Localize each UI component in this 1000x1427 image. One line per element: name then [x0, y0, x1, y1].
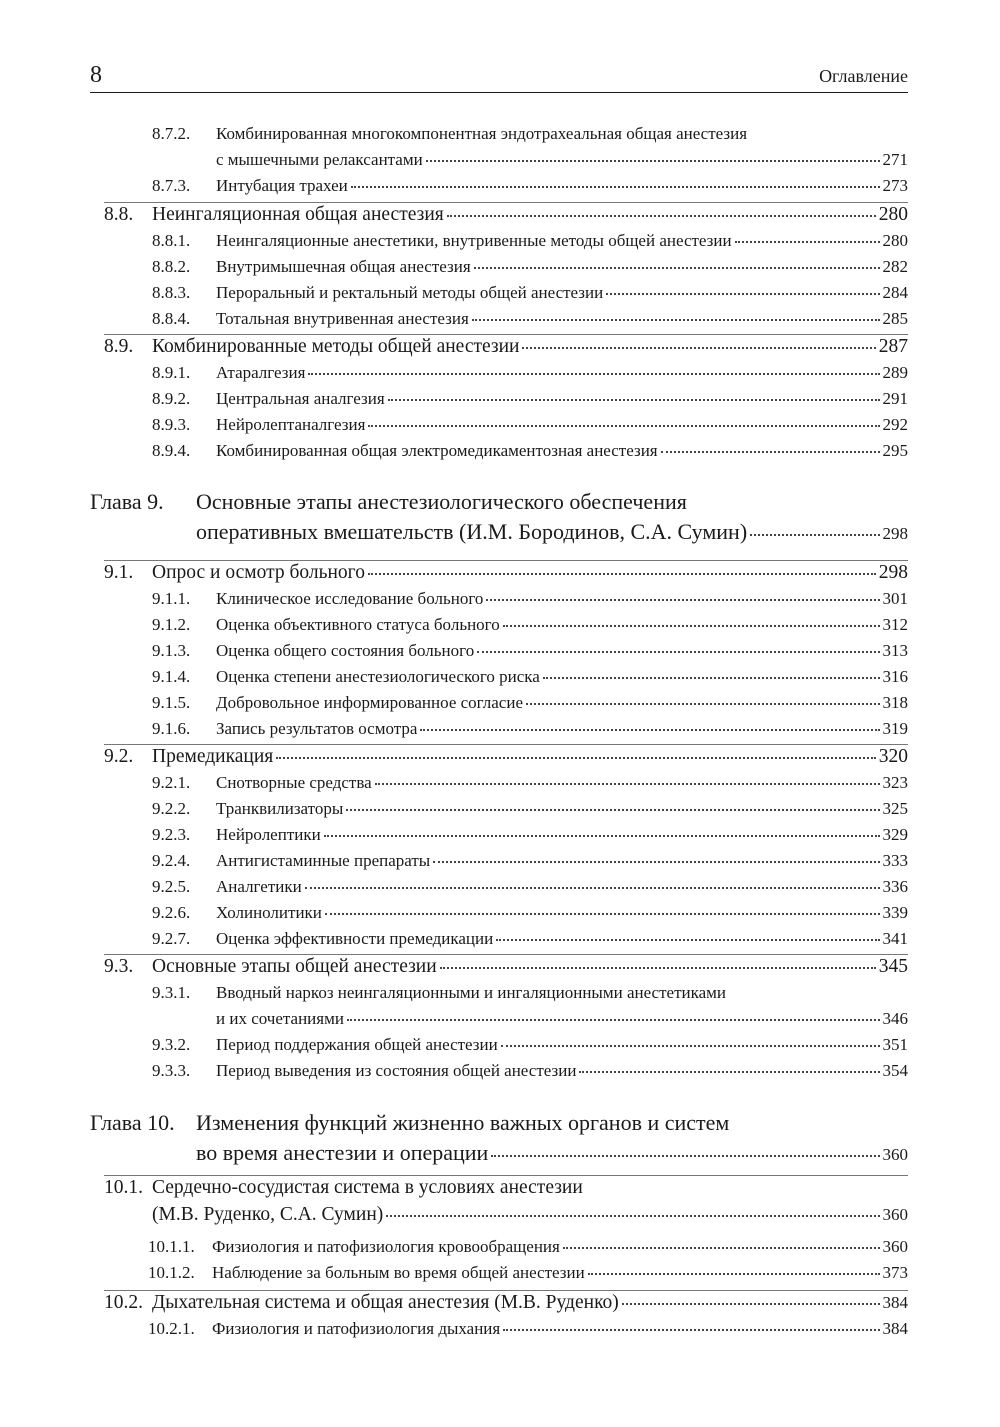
toc-chapter-line1: Изменения функций жизненно важных органов и систем: [196, 1110, 730, 1135]
toc-entry-page: 354: [882, 1061, 908, 1080]
dot-leader: [579, 1070, 879, 1073]
toc-entry[interactable]: [152, 929, 908, 949]
toc-entry[interactable]: [152, 693, 908, 713]
toc-entry-page: 360: [882, 1237, 908, 1256]
dot-leader: [526, 702, 880, 705]
toc-chapter[interactable]: [196, 519, 908, 545]
toc-chapter[interactable]: [196, 1140, 908, 1166]
toc-entry-number: 9.2.4.: [152, 851, 191, 870]
toc-section-page: 280: [878, 204, 908, 225]
section-divider: [104, 202, 908, 203]
toc-entry-page: 373: [882, 1263, 908, 1282]
toc-entry[interactable]: [152, 799, 908, 819]
toc-chapter-page: 360: [882, 1145, 908, 1164]
toc-section-title: Премедикация: [152, 746, 274, 767]
toc-chapter-line1: Основные этапы анестезиологического обеспечения: [196, 489, 687, 514]
toc-entry-number: 8.7.3.: [152, 176, 191, 195]
toc-chapter-number: Глава 9.: [90, 489, 164, 514]
toc-entry-number: 8.8.3.: [152, 283, 191, 302]
dot-leader: [324, 834, 880, 837]
dot-leader: [325, 912, 880, 915]
toc-section-number: 9.2.: [104, 746, 134, 767]
dot-leader: [346, 808, 879, 811]
toc-entry[interactable]: [152, 825, 908, 845]
dot-leader: [433, 860, 879, 863]
toc-entry-number: 9.2.6.: [152, 903, 191, 922]
toc-entry-number: 8.9.2.: [152, 389, 191, 408]
toc-chapter-number: Глава 10.: [90, 1110, 175, 1135]
toc-entry-number: 9.1.2.: [152, 615, 191, 634]
toc-entry-page: 289: [882, 363, 908, 382]
section-divider: [104, 560, 908, 561]
dot-leader: [308, 372, 879, 375]
toc-entry-page: 339: [882, 903, 908, 922]
section-divider: [104, 954, 908, 955]
toc-entry-page: 273: [882, 176, 908, 195]
toc-entry[interactable]: [152, 851, 908, 871]
toc-entry-number: 8.9.3.: [152, 415, 191, 434]
toc-section[interactable]: [104, 1204, 908, 1226]
toc-entry[interactable]: [152, 719, 908, 739]
dot-leader: [622, 1302, 880, 1305]
dot-leader: [503, 1328, 879, 1331]
toc-entry-title: Снотворные средства: [216, 773, 372, 792]
dot-leader: [543, 676, 880, 679]
dot-leader: [522, 346, 875, 349]
toc-entry-title: Атаралгезия: [216, 363, 306, 382]
dot-leader: [750, 533, 879, 536]
toc-entry-title: и их сочетаниями: [216, 1009, 344, 1028]
toc-entry[interactable]: [152, 903, 908, 923]
toc-entry-title: Оценка объективного статуса больного: [216, 615, 500, 634]
toc-section-number: 10.1.: [104, 1177, 143, 1198]
toc-section-title: Дыхательная система и общая анестезия (М.В. Руденко): [152, 1292, 619, 1313]
toc-section-page: 287: [878, 336, 908, 357]
toc-entry-line1: Комбинированная многокомпонентная эндотрахеальная общая анестезия: [216, 124, 748, 143]
toc-entry-number: 9.1.1.: [152, 589, 191, 608]
toc-section-line1: Сердечно-сосудистая система в условиях анестезии: [152, 1177, 583, 1198]
dot-leader: [388, 398, 880, 401]
dot-leader: [447, 214, 876, 217]
dot-leader: [486, 598, 879, 601]
toc-entry-title: Антигистаминные препараты: [216, 851, 431, 870]
section-divider: [104, 1175, 908, 1176]
toc-entry[interactable]: [152, 1009, 908, 1029]
toc-section[interactable]: [104, 1292, 908, 1314]
dot-leader: [375, 782, 880, 785]
toc-entry[interactable]: [152, 283, 908, 303]
section-divider: [104, 334, 908, 335]
toc-entry[interactable]: [152, 615, 908, 635]
section-divider: [104, 744, 908, 745]
toc-entry-page: 333: [882, 851, 908, 870]
toc-entry-title: Период выведения из состояния общей анестезии: [216, 1061, 577, 1080]
toc-entry-number: 8.7.2.: [152, 124, 191, 143]
page-number: 8: [90, 62, 102, 88]
toc-entry-page: 271: [882, 150, 908, 169]
toc-entry-page: 282: [882, 257, 908, 276]
dot-leader: [606, 292, 879, 295]
toc-entry-line1: Вводный наркоз неингаляционными и ингаляционными анестетиками: [216, 983, 726, 1002]
toc-entry-page: 291: [882, 389, 908, 408]
dot-leader: [661, 450, 880, 453]
toc-entry-title: Интубация трахеи: [216, 176, 348, 195]
toc-entry-title: Запись результатов осмотра: [216, 719, 418, 738]
toc-entry-number: 8.8.4.: [152, 309, 191, 328]
toc-entry-title: Тотальная внутривенная анестезия: [216, 309, 469, 328]
toc-entry-page: 301: [882, 589, 908, 608]
running-title: Оглавление: [819, 66, 908, 86]
toc-section[interactable]: [104, 204, 908, 226]
toc-entry[interactable]: [152, 589, 908, 609]
toc-entry-page: 285: [882, 309, 908, 328]
dot-leader: [305, 886, 880, 889]
toc-entry-number: 9.1.6.: [152, 719, 191, 738]
toc-entry-page: 319: [882, 719, 908, 738]
toc-entry-title: Добровольное информированное согласие: [216, 693, 523, 712]
toc-entry[interactable]: [152, 641, 908, 661]
toc-entry[interactable]: [152, 257, 908, 277]
toc-entry[interactable]: [152, 415, 908, 435]
dot-leader: [491, 1154, 879, 1157]
toc-section-number: 9.3.: [104, 956, 134, 977]
toc-entry-page: 312: [882, 615, 908, 634]
section-divider: [104, 1290, 908, 1291]
dot-leader: [368, 572, 876, 575]
toc-entry[interactable]: [148, 1319, 908, 1339]
toc-entry-number: 9.3.1.: [152, 983, 191, 1002]
toc-entry-page: 351: [882, 1035, 908, 1054]
toc-entry-page: 316: [882, 667, 908, 686]
toc-section[interactable]: [104, 336, 908, 358]
page-header: [90, 58, 908, 93]
toc-entry-title: Физиология и патофизиология кровообращения: [212, 1237, 560, 1256]
toc-entry-number: 8.8.2.: [152, 257, 191, 276]
dot-leader: [386, 1214, 879, 1217]
toc-section-page: 320: [878, 746, 908, 767]
dot-leader: [588, 1272, 880, 1275]
toc-section-page: 345: [878, 956, 908, 977]
toc-entry[interactable]: [152, 231, 908, 251]
dot-leader: [474, 266, 880, 269]
toc-entry-title: Внутримышечная общая анестезия: [216, 257, 471, 276]
toc-chapter-page: 298: [882, 524, 908, 543]
toc-entry-page: 346: [882, 1009, 908, 1028]
toc-entry-title: Оценка эффективности премедикации: [216, 929, 494, 948]
toc-section-number: 8.8.: [104, 204, 134, 225]
toc-entry-number: 9.2.1.: [152, 773, 191, 792]
toc-entry-page: 325: [882, 799, 908, 818]
dot-leader: [496, 938, 879, 941]
toc-entry-number: 8.9.1.: [152, 363, 191, 382]
toc-entry-page: 336: [882, 877, 908, 896]
toc-entry-title: Нейролептаналгезия: [216, 415, 366, 434]
dot-leader: [347, 1018, 880, 1021]
toc-entry-title: с мышечными релаксантами: [216, 150, 423, 169]
toc-entry-number-row: [152, 124, 908, 144]
toc-entry-number: 9.1.4.: [152, 667, 191, 686]
toc-entry-title: Транквилизаторы: [216, 799, 344, 818]
toc-chapter-title: оперативных вмешательств (И.М. Бородинов, С.А. Сумин): [196, 519, 748, 544]
toc-entry[interactable]: [152, 667, 908, 687]
toc-entry-page: 313: [882, 641, 908, 660]
toc-entry[interactable]: [152, 441, 908, 461]
toc-entry[interactable]: [152, 150, 908, 170]
toc-entry-number: 10.2.1.: [148, 1319, 195, 1338]
toc-section-title: Основные этапы общей анестезии: [152, 956, 437, 977]
dot-leader: [472, 318, 880, 321]
toc-entry-title: Оценка степени анестезиологического риска: [216, 667, 540, 686]
toc-entry-page: 341: [882, 929, 908, 948]
toc-entry-title: Комбинированная общая электромедикаментозная анестезия: [216, 441, 658, 460]
toc-section[interactable]: [104, 746, 908, 768]
toc-entry[interactable]: [152, 1035, 908, 1055]
toc-entry-title: Период поддержания общей анестезии: [216, 1035, 498, 1054]
toc-entry[interactable]: [152, 389, 908, 409]
toc-entry-page: 295: [882, 441, 908, 460]
toc-section[interactable]: [104, 562, 908, 584]
toc-entry-page: 329: [882, 825, 908, 844]
toc-entry-title: Центральная аналгезия: [216, 389, 385, 408]
toc-entry-title: Нейролептики: [216, 825, 321, 844]
toc-entry[interactable]: [152, 176, 908, 196]
toc-entry-title: Наблюдение за больным во время общей анестезии: [212, 1263, 585, 1282]
toc-entry-title: Пероральный и ректальный методы общей анестезии: [216, 283, 604, 302]
toc-entry[interactable]: [152, 309, 908, 329]
toc-entry-title: Неингаляционные анестетики, внутривенные методы общей анестезии: [216, 231, 732, 250]
toc-entry[interactable]: [152, 773, 908, 793]
dot-leader: [735, 240, 880, 243]
toc-section-number: 8.9.: [104, 336, 134, 357]
toc-entry-title: Холинолитики: [216, 903, 322, 922]
dot-leader: [503, 624, 880, 627]
toc-section-page: 360: [882, 1205, 908, 1224]
toc-section-number: 9.1.: [104, 562, 134, 583]
dot-leader: [563, 1246, 880, 1249]
toc-entry-number: 9.1.5.: [152, 693, 191, 712]
toc-entry-number: 9.2.5.: [152, 877, 191, 896]
toc-section-page: 384: [882, 1293, 908, 1312]
toc-entry-page: 318: [882, 693, 908, 712]
toc-entry[interactable]: [148, 1237, 908, 1257]
toc-entry[interactable]: [148, 1263, 908, 1283]
toc-section[interactable]: [104, 956, 908, 978]
dot-leader: [368, 424, 879, 427]
toc-entry-number: 9.2.2.: [152, 799, 191, 818]
toc-entry[interactable]: [152, 877, 908, 897]
toc-entry-title: Физиология и патофизиология дыхания: [212, 1319, 501, 1338]
toc-entry-page: 292: [882, 415, 908, 434]
toc-entry-number: 9.2.3.: [152, 825, 191, 844]
toc-section-title: Неингаляционная общая анестезия: [152, 204, 444, 225]
toc-chapter-title: во время анестезии и операции: [196, 1140, 489, 1165]
dot-leader: [420, 728, 879, 731]
dot-leader: [426, 159, 880, 162]
dot-leader: [276, 756, 875, 759]
toc-entry-title: Аналгетики: [216, 877, 302, 896]
toc-entry-page: 323: [882, 773, 908, 792]
toc-entry-number: 10.1.1.: [148, 1237, 195, 1256]
toc-entry-number: 10.1.2.: [148, 1263, 195, 1282]
toc-entry-number: 9.2.7.: [152, 929, 191, 948]
toc-section-title: (М.В. Руденко, С.А. Сумин): [152, 1204, 384, 1225]
dot-leader: [351, 185, 880, 188]
toc-entry[interactable]: [152, 1061, 908, 1081]
toc-entry-number: 8.8.1.: [152, 231, 191, 250]
toc-entry-number: 9.3.2.: [152, 1035, 191, 1054]
toc-section-page: 298: [878, 562, 908, 583]
toc-entry-title: Оценка общего состояния больного: [216, 641, 475, 660]
toc-section-title: Комбинированные методы общей анестезии: [152, 336, 520, 357]
toc-entry[interactable]: [152, 363, 908, 383]
toc-entry-page: 284: [882, 283, 908, 302]
toc-entry-page: 280: [882, 231, 908, 250]
toc-entry-page: 384: [882, 1319, 908, 1338]
toc-entry-number: 9.1.3.: [152, 641, 191, 660]
toc-section-number: 10.2.: [104, 1292, 143, 1313]
toc-entry-number: 8.9.4.: [152, 441, 191, 460]
dot-leader: [501, 1044, 880, 1047]
dot-leader: [440, 966, 876, 969]
toc-entry-number: 9.3.3.: [152, 1061, 191, 1080]
toc-entry-title: Клиническое исследование больного: [216, 589, 484, 608]
dot-leader: [477, 650, 879, 653]
toc-section-title: Опрос и осмотр больного: [152, 562, 365, 583]
